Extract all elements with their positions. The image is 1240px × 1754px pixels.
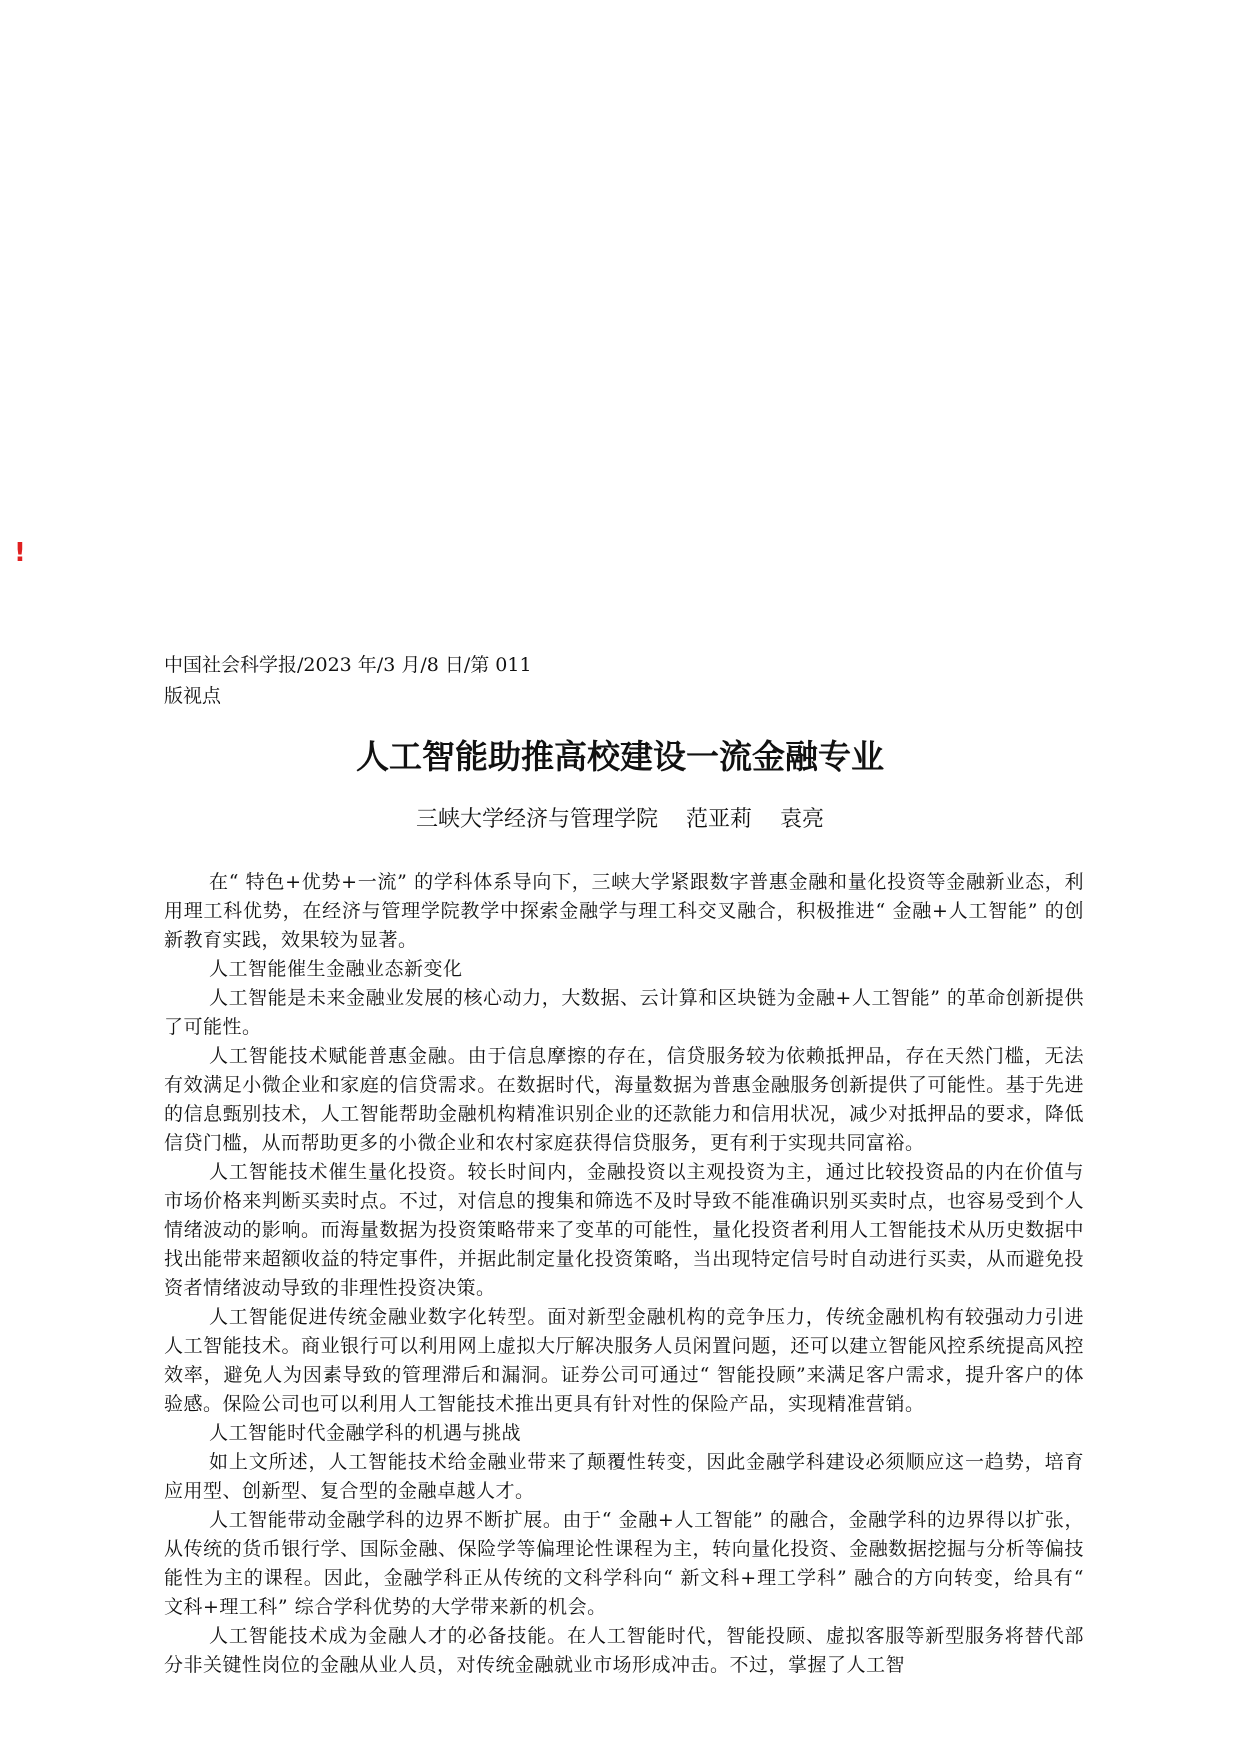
- red-exclamation-mark: !: [14, 538, 26, 568]
- section-heading: 人工智能时代金融学科的机遇与挑战: [209, 1422, 522, 1444]
- source-line-1: 中国社会科学报/2023 年/3 月/8 日/第 011: [164, 654, 532, 676]
- paragraph: 人工智能技术赋能普惠金融。由于信息摩擦的存在，信贷服务较为依赖抵押品，存在天然门槛，无法有效满足小微企业和家庭的信贷需求。在数据时代，海量数据为普惠金融服务创新提供了可能性。基于先进的信息甄别技术，人工智能帮助金融机构精准识别企业的还款能力和信用状况，减少对抵押品的要求，降低信贷门槛，从而帮助更多的小微企业和农村家庭获得信贷服务，更有利于实现共同富裕。: [164, 1045, 1084, 1154]
- author-institution: 三峡大学经济与管理学院: [415, 807, 658, 832]
- paragraph: 人工智能是未来金融业发展的核心动力，大数据、云计算和区块链为金融+人工智能” 的革命创新提供了可能性。: [164, 987, 1084, 1038]
- source-line: [164, 650, 864, 712]
- paragraph: 人工智能带动金融学科的边界不断扩展。由于“ 金融+人工智能” 的融合，金融学科的边界得以扩张，从传统的货币银行学、国际金融、保险学等偏理论性课程为主，转向量化投资、金融数据挖掘与分析等偏技能性为主的课程。因此，金融学科正从传统的文科学科向“ 新文科+理工学科” 融合的方向转变，给具有“ 文科+理工科” 综合学科优势的大学带来新的机会。: [164, 1509, 1084, 1618]
- source-line-2: 版视点: [164, 685, 222, 707]
- author-name: 袁亮: [780, 807, 825, 832]
- paragraph: 人工智能技术催生量化投资。较长时间内，金融投资以主观投资为主，通过比较投资品的内在价值与市场价格来判断买卖时点。不过，对信息的搜集和筛选不及时导致不能准确识别买卖时点，也容易受到个人情绪波动的影响。而海量数据为投资策略带来了变革的可能性，量化投资者利用人工智能技术从历史数据中找出能带来超额收益的特定事件，并据此制定量化投资策略，当出现特定信号时自动进行买卖，从而避免投资者情绪波动导致的非理性投资决策。: [164, 1161, 1084, 1299]
- paragraph: 人工智能技术成为金融人才的必备技能。在人工智能时代，智能投顾、虚拟客服等新型服务将替代部分非关键性岗位的金融从业人员，对传统金融就业市场形成冲击。不过，掌握了人工智: [164, 1625, 1084, 1676]
- section-heading: 人工智能催生金融业态新变化: [209, 958, 463, 980]
- paragraph: 人工智能促进传统金融业数字化转型。面对新型金融机构的竞争压力，传统金融机构有较强动力引进人工智能技术。商业银行可以利用网上虚拟大厅解决服务人员闲置问题，还可以建立智能风控系统提高风控效率，避免人为因素导致的管理滞后和漏洞。证券公司可通过“ 智能投顾”来满足客户需求，提升客户的体验感。保险公司也可以利用人工智能技术推出更具有针对性的保险产品，实现精准营销。: [164, 1306, 1084, 1415]
- article-body: [164, 868, 1084, 1680]
- article-title: 人工智能助推高校建设一流金融专业: [356, 737, 884, 776]
- author-name: 范亚莉: [685, 807, 752, 832]
- paragraph: 如上文所述，人工智能技术给金融业带来了颠覆性转变，因此金融学科建设必须顺应这一趋势，培育应用型、创新型、复合型的金融卓越人才。: [164, 1451, 1084, 1502]
- paragraph-intro: 在“ 特色+优势+一流” 的学科体系导向下，三峡大学紧跟数字普惠金融和量化投资等金融新业态，利用理工科优势，在经济与管理学院教学中探索金融学与理工科交叉融合，积极推进“ 金融+人工智能” 的创新教育实践，效果较为显著。: [164, 871, 1084, 951]
- byline: [0, 805, 1240, 835]
